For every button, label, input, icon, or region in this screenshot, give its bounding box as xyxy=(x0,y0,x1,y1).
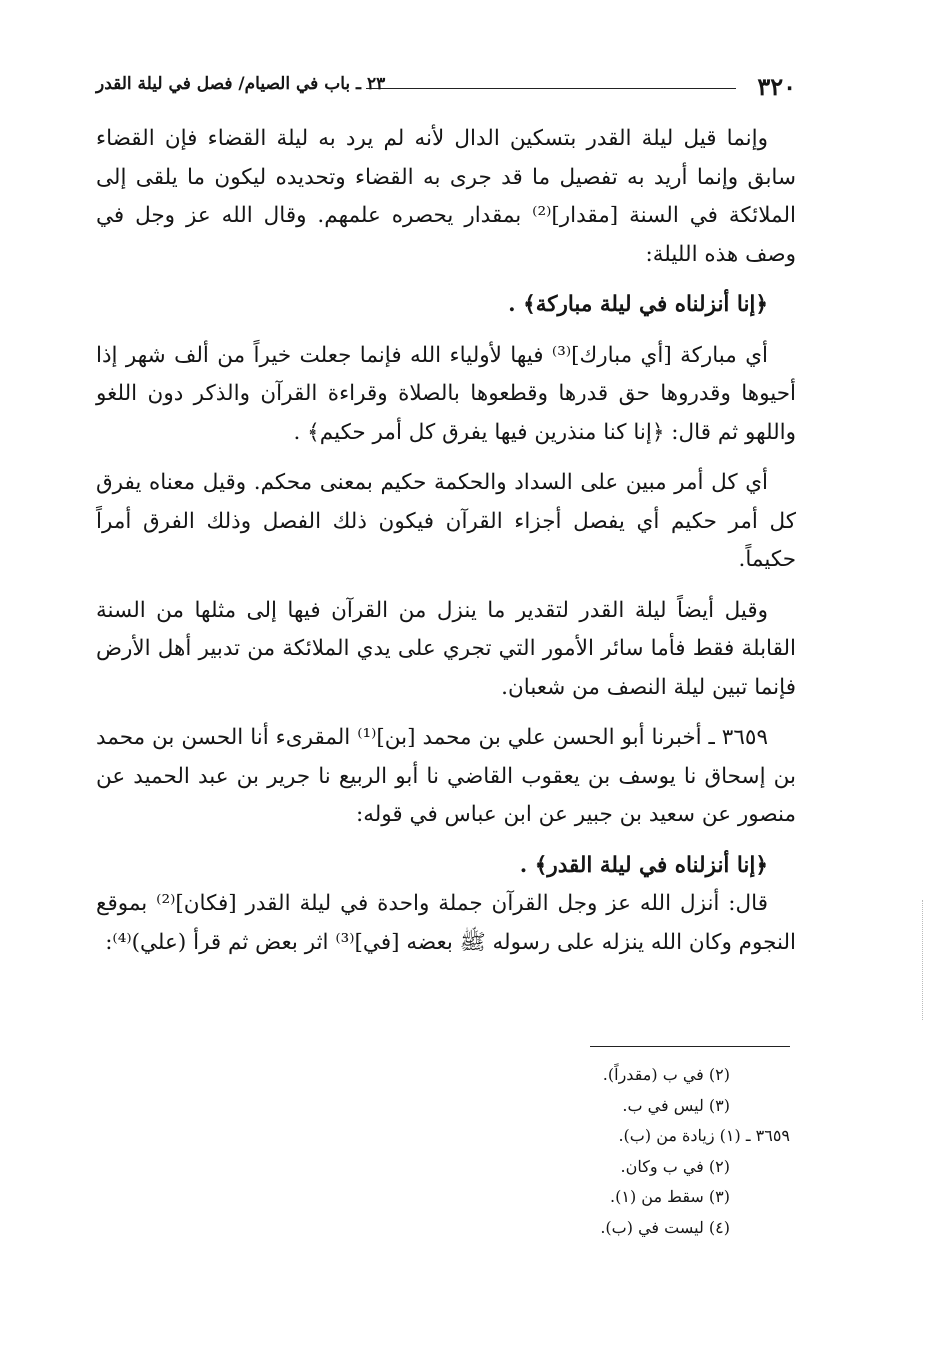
paragraph-6: قال: أنزل الله عز وجل القرآن جملة واحدة في ليلة القدر [فكان]⁽²⁾ بموقع النجوم وكان الله ينزله على رسوله ﷺ بعضه [في]⁽³⁾ اثر بعض ثم قرأ (علي)⁽⁴⁾: xyxy=(96,891,796,955)
quran-verse-1: ﴿إنا أنزلناه في ليلة مباركة﴾ . xyxy=(508,292,768,317)
footnote-separator xyxy=(590,1046,790,1047)
paragraph-2: أي مباركة [أي مبارك]⁽³⁾ فيها لأولياء الله فإنما جعلت خيراً من ألف شهر إذا أحيوها وقدروها حق قدرها وقطعوها بالصلاة وقراءة القرآن والذكر دون اللغو واللهو ثم قال: ﴿إنا كنا منذرين فيها يفرق كل أمر حكيم﴾ . xyxy=(96,342,796,445)
quran-verse-2: ﴿إنا أنزلناه في ليلة القدر﴾ . xyxy=(519,852,768,878)
footnote: (٤) ليست في (ب). xyxy=(600,1217,730,1237)
footnotes xyxy=(560,1060,790,1243)
paragraph-3: أي كل أمر مبين على السداد والحكمة حكيم بمعنى محكم. وقيل معناه يفرق كل أمر حكيم أي يفصل أجزاء القرآن فيكون ذلك الفصل وذلك الفرق أمراً حكيماً. xyxy=(96,470,796,572)
running-head: ٢٣ ـ باب في الصيام/ فصل في ليلة القدر xyxy=(96,74,386,94)
scan-margin-mark xyxy=(920,900,923,1020)
page-number: ٣٢٠ xyxy=(757,72,796,101)
header-rule xyxy=(366,88,736,89)
paragraph-4: وقيل أيضاً ليلة القدر لتقدير ما ينزل من القرآن فيها إلى مثلها من السنة القابلة فقط فأما سائر الأمور التي تجري على يدي الملائكة من تدبير أهل الأرض فإنما تبين ليلة النصف من شعبان. xyxy=(96,597,796,700)
footnote: (٢) في ب وكان. xyxy=(620,1156,730,1176)
hadith-3659: ٣٦٥٩ ـ أخبرنا أبو الحسن علي بن محمد [بن]⁽¹⁾ المقرىء أنا الحسن بن محمد بن إسحاق نا يوسف بن يعقوب القاضي نا أبو الربيع نا جرير بن عبد الحميد عن منصور عن سعيد بن جبير عن ابن عباس في قوله: xyxy=(96,725,796,827)
footnote: ٣٦٥٩ ـ (١) زيادة من (ب). xyxy=(618,1126,790,1145)
paragraph-1: وإنما قيل ليلة القدر بتسكين الدال لأنه لم يرد به ليلة القضاء فإن القضاء سابق وإنما أريد به تفصيل ما قد جرى به القضاء وتحديده ليكون ما يلقى إلى الملائكة في السنة [مقدار]⁽²⁾ بمقدار يحصره علمهم. وقال الله عز وجل في وصف هذه الليلة: xyxy=(96,126,796,267)
footnote: (٣) سقط من (١). xyxy=(610,1187,730,1206)
footnote: (٣) ليس في ب. xyxy=(622,1095,730,1115)
footnote: (٢) في ب (مقدراً). xyxy=(602,1065,730,1084)
main-text xyxy=(96,120,796,974)
page-header xyxy=(96,72,796,106)
